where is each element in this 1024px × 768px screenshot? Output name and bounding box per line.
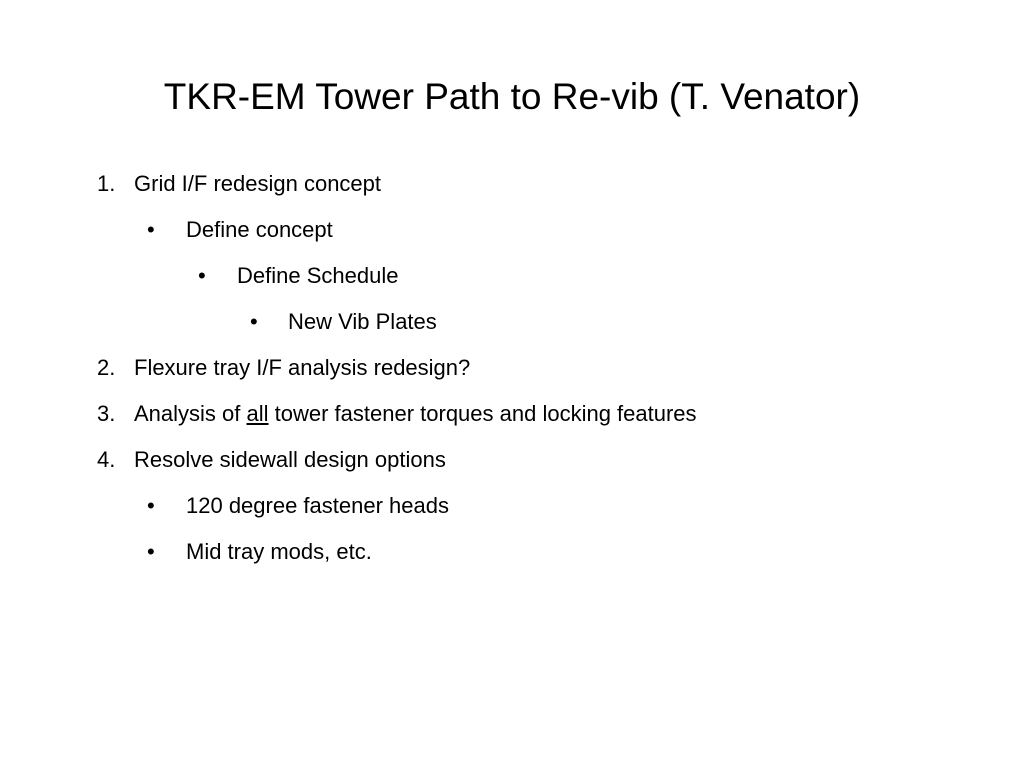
bullet-icon: • [147, 539, 155, 564]
bullet-icon: • [250, 309, 258, 334]
list-item-text: Mid tray mods, etc. [186, 539, 372, 564]
list-number: 4. [97, 447, 116, 472]
bullet-icon: • [198, 263, 206, 288]
list-item-text: Flexure tray I/F analysis redesign? [134, 355, 471, 380]
text-segment: Analysis of [134, 401, 247, 426]
bullet-icon: • [147, 493, 155, 518]
list-item-text: 120 degree fastener heads [186, 493, 449, 518]
list-item-text: Define Schedule [237, 263, 399, 288]
list-item-text: New Vib Plates [288, 309, 437, 334]
list-item-text: Grid I/F redesign concept [134, 171, 382, 196]
list-number: 3. [97, 401, 116, 426]
underlined-text: all [246, 401, 269, 426]
slide-title: TKR-EM Tower Path to Re-vib (T. Venator) [163, 76, 861, 117]
list-item-text: Resolve sidewall design options [134, 447, 446, 472]
list-item-text [134, 400, 697, 428]
list-number: 2. [97, 355, 116, 380]
text-segment: tower fastener torques and locking features [268, 401, 697, 426]
bullet-icon: • [147, 217, 155, 242]
list-number: 1. [97, 171, 116, 196]
list-item-text: Define concept [186, 217, 333, 242]
